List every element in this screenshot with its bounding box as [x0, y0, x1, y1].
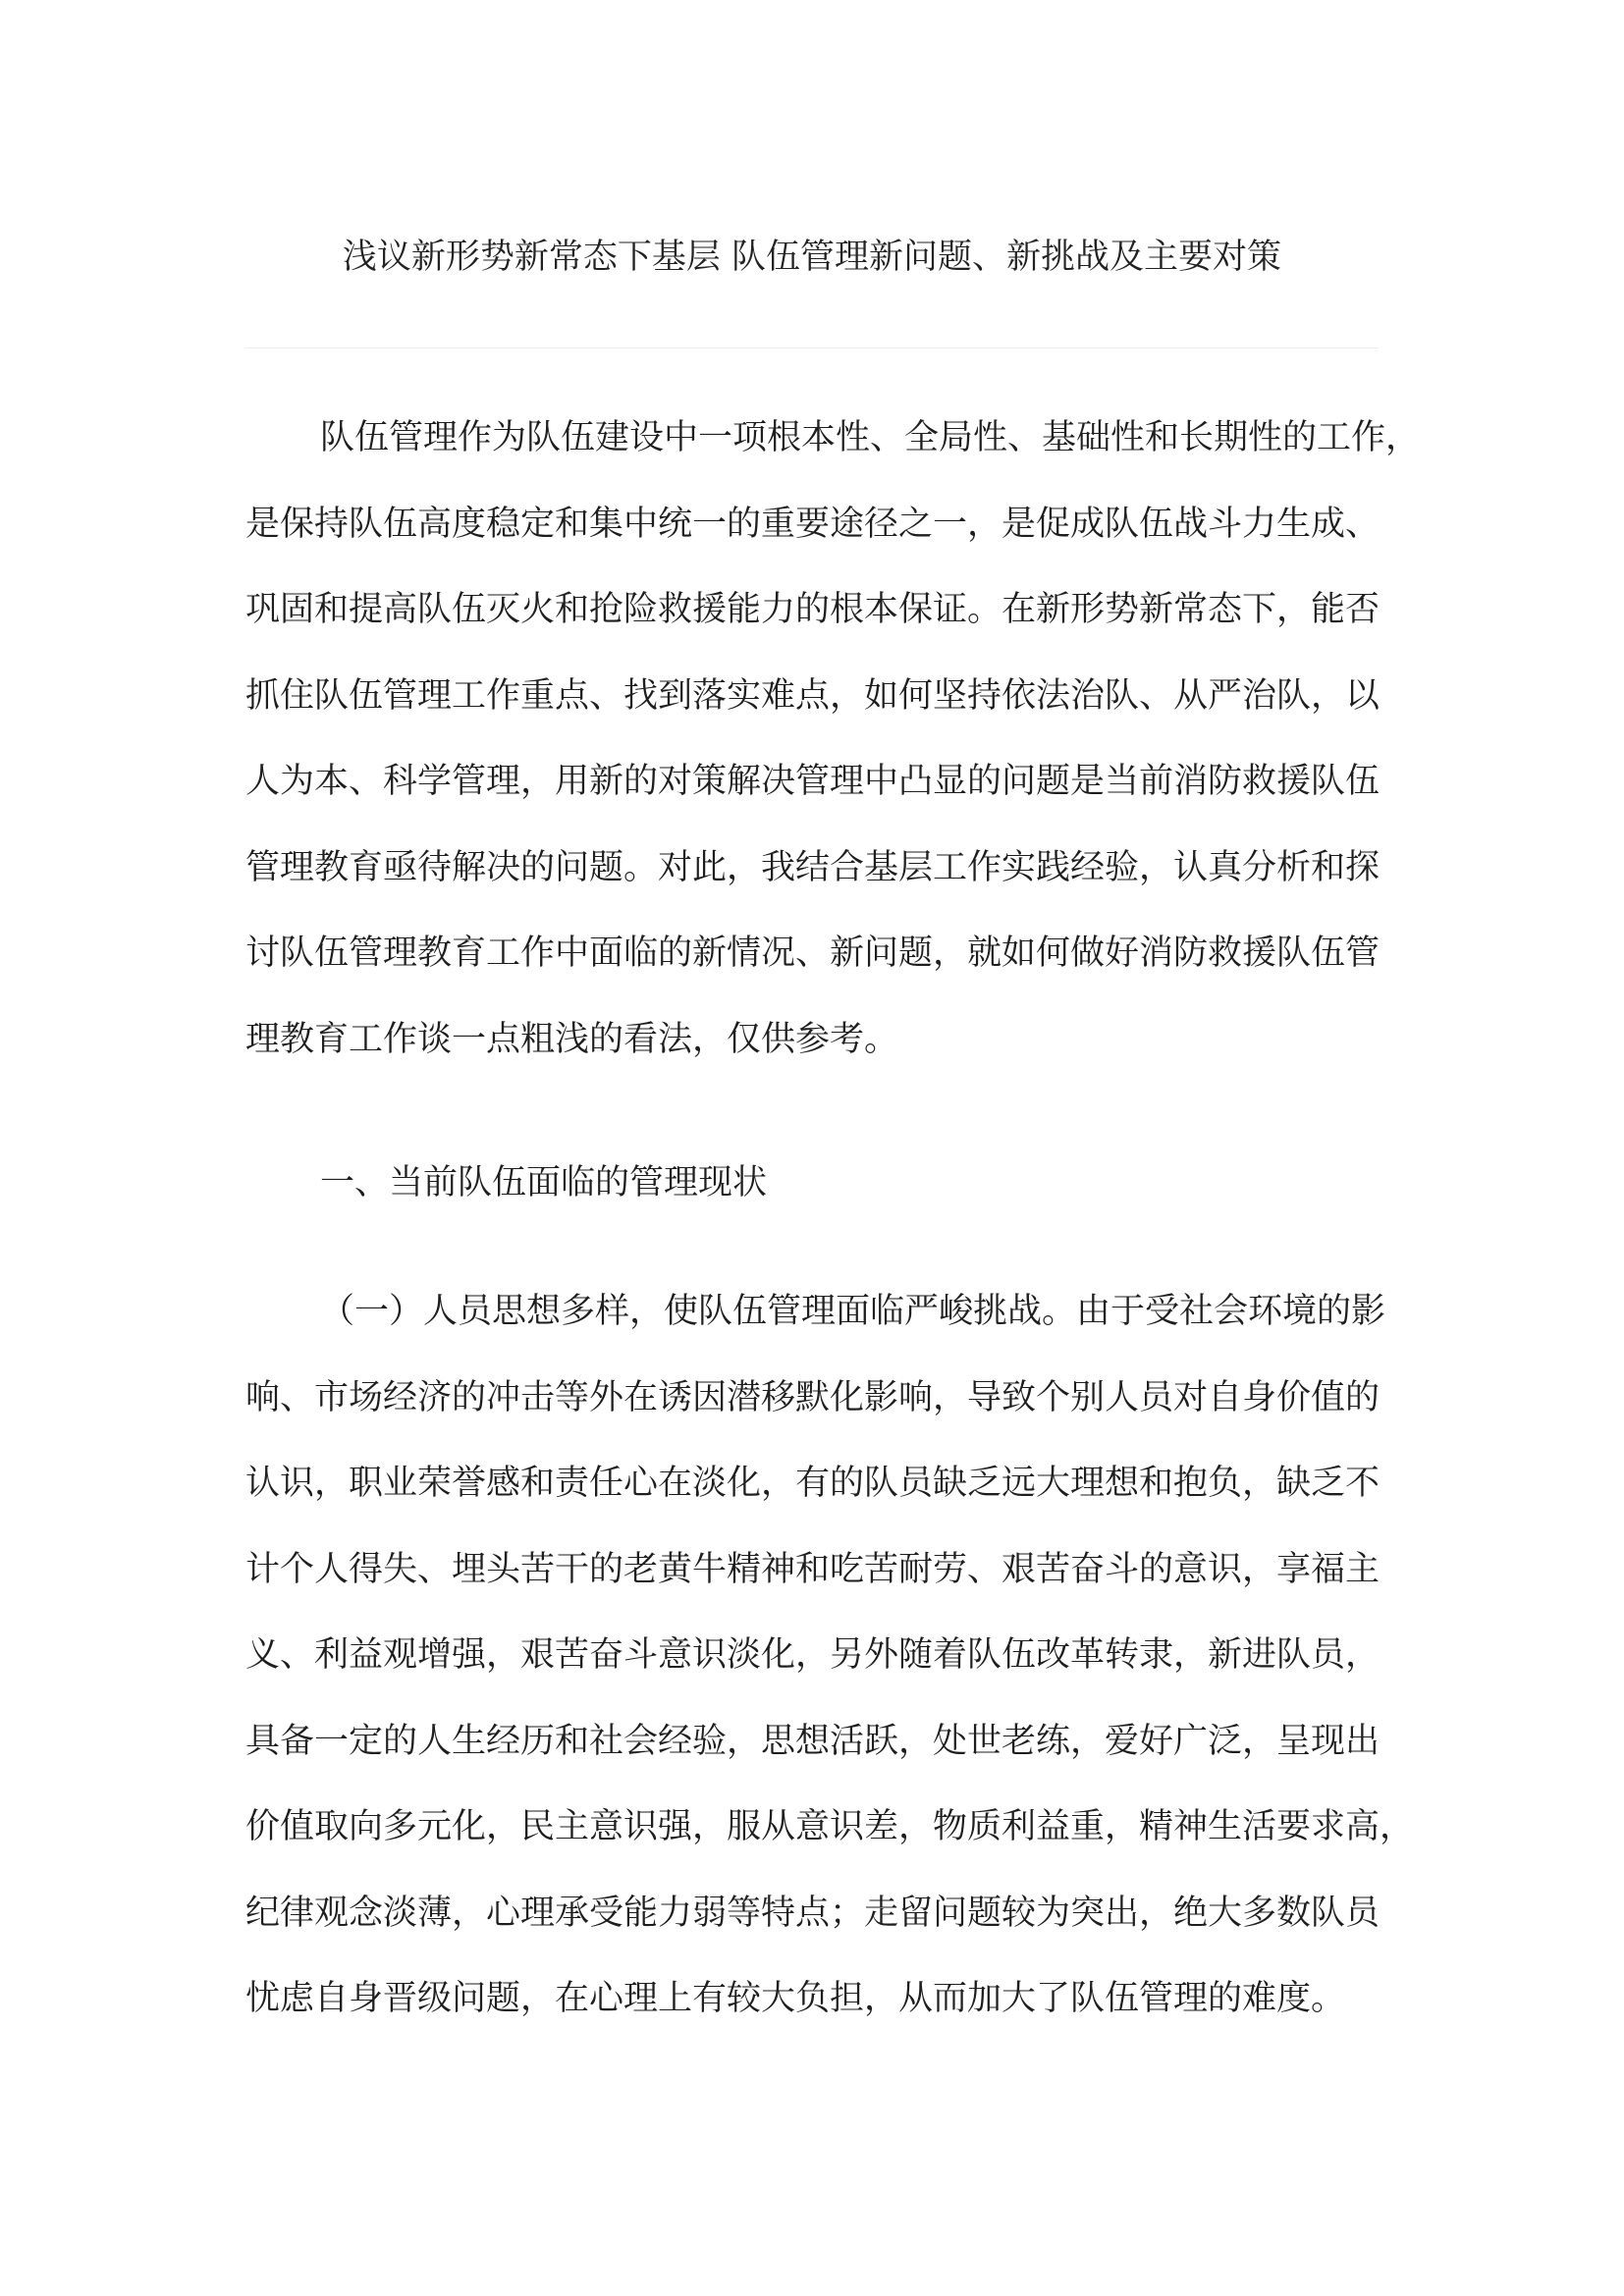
- paragraph-line: 忧虑自身晋级问题，在心理上有较大负担，从而加大了队伍管理的难度。: [245, 1979, 1346, 2018]
- paragraph-intro: [245, 396, 1420, 1083]
- paragraph-line: 响、市场经济的冲击等外在诱因潜移默化影响，导致个别人员对自身价值的: [245, 1377, 1380, 1417]
- paragraph-line: 理教育工作谈一点粗浅的看法，仅供参考。: [245, 1019, 899, 1059]
- paragraph-line: 巩固和提高队伍灭火和抢险救援能力的根本保证。在新形势新常态下，能否: [245, 590, 1380, 629]
- section-heading: 一、当前队伍面临的管理现状: [320, 1163, 768, 1202]
- paragraph-line: 纪律观念淡薄，心理承受能力弱等特点；走留问题较为突出，绝大多数队员: [245, 1893, 1380, 1933]
- paragraph-line: 讨队伍管理教育工作中面临的新情况、新问题，就如何做好消防救援队伍管: [245, 934, 1380, 973]
- paragraph-line: 计个人得失、埋头苦干的老黄牛精神和吃苦耐劳、艰苦奋斗的意识，享福主: [245, 1549, 1380, 1589]
- paragraph-line: （一）人员思想多样，使队伍管理面临严峻挑战。由于受社会环境的影: [320, 1292, 1386, 1331]
- paragraph-line: 具备一定的人生经历和社会经验，思想活跃，处世老练，爱好广泛，呈现出: [245, 1721, 1380, 1761]
- paragraph-line: 是保持队伍高度稳定和集中统一的重要途径之一，是促成队伍战斗力生成、: [245, 504, 1380, 544]
- document-title: 浅议新形势新常态下基层 队伍管理新问题、新挑战及主要对策: [342, 238, 1282, 277]
- paragraph-line: 价值取向多元化，民主意识强，服从意识差，物质利益重，精神生活要求高，: [245, 1807, 1415, 1846]
- paragraph-line: 人为本、科学管理，用新的对策解决管理中凸显的问题是当前消防救援队伍: [245, 762, 1380, 801]
- paragraph-line: 队伍管理作为队伍建设中一项根本性、全局性、基础性和长期性的工作，: [320, 418, 1421, 457]
- paragraph-line: 抓住队伍管理工作重点、找到落实难点，如何坚持依法治队、从严治队，以: [245, 675, 1380, 716]
- paragraph-section-1-1: [245, 1269, 1414, 2043]
- paragraph-line: 认识，职业荣誉感和责任心在淡化，有的队员缺乏远大理想和抱负，缺乏不: [245, 1464, 1380, 1503]
- title-divider: [245, 347, 1379, 348]
- paragraph-line: 义、利益观增强，艰苦奋斗意识淡化，另外随着队伍改革转隶，新进队员，: [245, 1635, 1380, 1675]
- paragraph-line: 管理教育亟待解决的问题。对此，我结合基层工作实践经验，认真分析和探: [245, 847, 1380, 887]
